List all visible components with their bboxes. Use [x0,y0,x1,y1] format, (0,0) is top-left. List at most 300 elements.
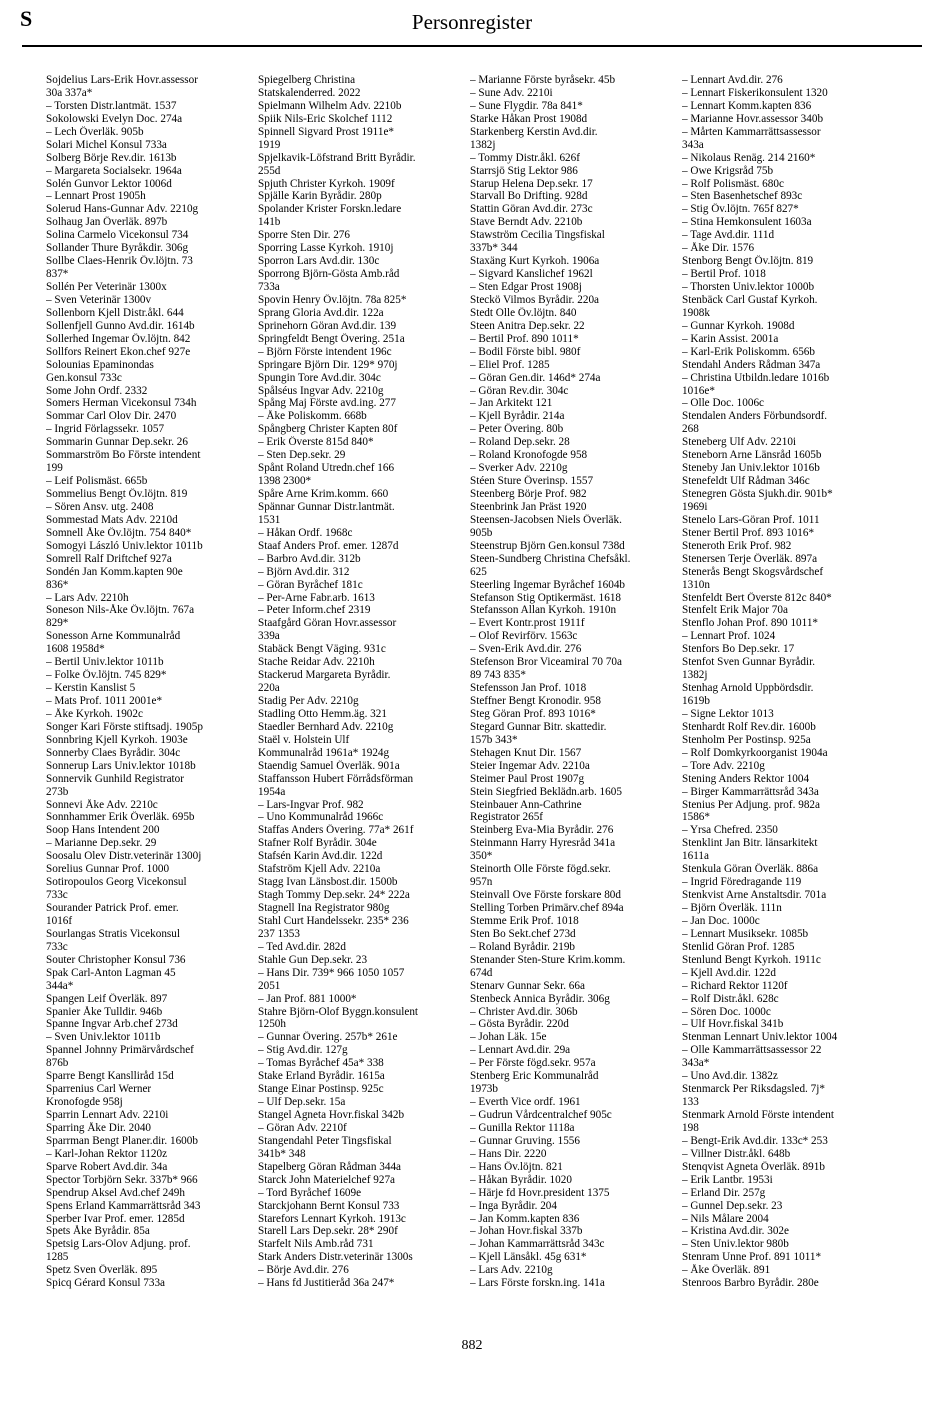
register-entry: – Karl-Johan Rektor 1120z [46,1147,168,1160]
register-entry: Stefensson Jan Prof. 1018 [470,682,587,695]
page-number: 882 [461,1338,483,1353]
register-entry: – Richard Rektor 1120f [682,979,788,992]
register-entry: 89 743 835* [470,669,526,682]
register-entry: Spovin Henry Öv.löjtn. 78a 825* [258,293,407,306]
register-entry: Sperber Ivar Prof. emer. 1285d [46,1212,185,1225]
register-entry: Sonnevi Åke Adv. 2210c [46,798,158,811]
register-entry: – Olle Doc. 1006c [682,397,765,410]
register-entry: Stadig Per Adv. 2210g [258,695,359,707]
register-entry: – Johan Läk. 15e [470,1031,547,1044]
register-entry: Sonnerby Claes Byrådir. 304c [46,746,181,759]
register-entry: – Björn Avd.dir. 312 [258,565,350,578]
register-entry: Spång Maj Förste avd.ing. 277 [258,397,396,410]
register-entry: – Rolf Domkyrkoorganist 1904a [682,746,828,759]
register-entry: – Gunnel Dep.sekr. 23 [682,1199,783,1212]
register-entry: 905b [470,526,493,539]
register-entry: Springfeldt Bengt Övering. 251a [258,332,405,345]
register-entry: – Erik Lantbr. 1953i [682,1173,773,1186]
register-entry: Stenbeck Annica Byrådir. 306g [470,992,610,1005]
register-entry: – Hans Dir. 2220 [470,1147,547,1160]
register-entry: – Sune Flygdir. 78a 841* [470,99,583,112]
register-entry: – Everth Vice ordf. 1961 [470,1096,581,1109]
register-entry: Stenlid Göran Prof. 1285 [682,940,795,953]
register-entry: – Tore Adv. 2210g [682,759,765,772]
register-entry: – Sören Doc. 1000c [682,1005,771,1018]
register-entry: Stabäck Bengt Väging. 931c [258,643,386,656]
register-entry: Steinmann Harry Hyresråd 341a [470,837,616,850]
header-rule [22,45,922,47]
register-entry: Somnell Åke Öv.löjtn. 754 840* [46,526,192,539]
register-entry: Steerling Ingemar Byråchef 1604b [470,578,626,591]
register-entry: Sporre Sten Dir. 276 [258,229,350,242]
register-entry: 1973b [470,1083,498,1096]
register-entry: 1531 [258,513,281,526]
register-entry: – Börje Avd.dir. 276 [258,1264,349,1277]
register-entry: Stenmarck Per Riksdagsled. 7j* [682,1083,825,1096]
register-entry: Starkenberg Kerstin Avd.dir. [470,125,598,138]
register-entry: – Bertil Prof. 1018 [682,268,766,281]
register-entry: Solari Michel Konsul 733a [46,138,167,151]
register-entry: – Johan Kammarrättsråd 343c [470,1238,605,1251]
register-entry: Staaf Anders Prof. emer. 1287d [258,539,399,552]
register-entry: Sparrman Bengt Planer.dir. 1600b [46,1134,198,1147]
register-entry: Sollenfjell Gunno Avd.dir. 1614b [46,319,195,332]
register-entry: 733c [46,889,68,902]
register-entry: 220a [258,682,280,695]
register-entry: Stafsén Karin Avd.dir. 122d [258,850,383,863]
register-entry: Starrsjö Stig Lektor 986 [470,164,578,177]
register-entry: – Lennart Musiksekr. 1085b [682,927,809,940]
register-entry: – Thorsten Univ.lektor 1000b [682,281,815,293]
register-entry: – Göran Byråchef 181c [258,578,363,591]
register-entry: – Åke Dir. 1576 [682,242,755,255]
register-entry: Solerud Hans-Gunnar Adv. 2210g [46,203,199,216]
register-entry: 141b [258,216,281,229]
register-entry: Stefansson Allan Kyrkoh. 1910n [470,604,617,617]
register-entry: Spannel Johnny Primärvårdschef [46,1044,194,1057]
register-entry: Stangendahl Peter Tingsfiskal [258,1134,392,1147]
register-entry: Spålséus Ingvar Adv. 2210g [258,384,384,397]
register-entry: Sonnerup Lars Univ.lektor 1018b [46,759,196,772]
register-entry: – Sten Edgar Prost 1908j [470,281,582,293]
register-entry: – Christina Utbildn.ledare 1016b [682,371,830,384]
register-entry: – Ingrid Föredragande 119 [682,876,802,889]
register-entry: – Nils Målare 2004 [682,1212,769,1225]
register-entry: Somrell Ralf Driftchef 927a [46,552,172,565]
register-entry: – Signe Lektor 1013 [682,707,774,720]
register-entry: Stéen Sture Överinsp. 1557 [470,475,594,488]
register-entry: Stange Einar Postinsp. 925c [258,1083,384,1096]
register-entry: 1398 2300* [258,475,312,488]
register-entry: – Stig Avd.dir. 127g [258,1044,348,1057]
register-entry: Sprang Gloria Avd.dir. 122a [258,306,384,319]
register-entry: – Birger Kammarrättsråd 343a [682,785,819,798]
register-entry: Stagnell Ina Registrator 980g [258,902,390,914]
register-entry: Stein Siegfried Beklädn.arb. 1605 [470,785,622,798]
register-entry: – Leif Polismäst. 665b [46,475,148,488]
register-entry: Staffansson Hubert Förrådsförman [258,772,414,785]
register-entry: Stefanson Stig Optikermäst. 1618 [470,591,622,604]
register-entry: Sommelius Bengt Öv.löjtn. 819 [46,488,188,500]
register-entry: Sojdelius Lars-Erik Hovr.assessor [46,74,198,86]
register-entry: 733a [258,281,280,293]
register-entry: Stark Anders Distr.veterinär 1300s [258,1251,413,1264]
register-entry: – Johan Hovr.fiskal 337b [470,1225,583,1238]
register-entry: Stenborg Bengt Öv.löjtn. 819 [682,255,814,268]
register-entry: – Rolf Distr.åkl. 628c [682,992,779,1005]
register-entry: – Roland Kronofogde 958 [470,449,588,462]
register-entry: – Sten Univ.lektor 980b [682,1238,789,1251]
register-entry: – Håkan Byrådir. 1020 [470,1173,572,1186]
register-entry: Songer Kari Förste stiftsadj. 1905p [46,720,203,733]
register-entry: 957n [470,876,493,889]
register-entry: Steffner Bengt Kronodir. 958 [470,695,601,707]
register-entry: – Lennart Komm.kapten 836 [682,99,812,112]
register-entry: Stendahl Anders Rådman 347a [682,358,821,371]
register-entry: Steenstrup Björn Gen.konsul 738d [470,539,625,552]
register-entry: – Kristina Avd.dir. 302e [682,1225,789,1238]
register-entry: Steimer Paul Prost 1907g [470,772,585,785]
register-entry: Statskalenderred. 2022 [258,86,361,99]
register-entry: Steneberg Ulf Adv. 2210i [682,436,797,449]
register-entry: – Kjell Byrådir. 214a [470,410,565,423]
register-entry: Spielmann Wilhelm Adv. 2210b [258,99,402,112]
register-entry: 343a [682,138,704,151]
register-entry: Spetsig Lars-Olov Adjung. prof. [46,1238,191,1251]
register-entry: – Gösta Byrådir. 220d [470,1018,569,1031]
register-entry: Sparring Åke Dir. 2040 [46,1121,152,1134]
register-entry: – Tomas Byråchef 45a* 338 [258,1057,384,1070]
register-entry: Stenfeldt Bert Överste 812c 840* [682,591,832,604]
register-entry: – Sverker Adv. 2210g [470,462,568,475]
register-entry: Steier Ingemar Adv. 2210a [470,759,590,772]
register-entry: Springare Björn Dir. 129* 970j [258,358,398,371]
register-entry: 343a* [682,1057,710,1070]
register-entry: Spicq Gérard Konsul 733a [46,1277,165,1290]
register-entry: – Torsten Distr.lantmät. 1537 [46,99,177,112]
register-entry: – Tommy Distr.åkl. 626f [470,151,580,164]
register-entry: Soneson Nils-Åke Öv.löjtn. 767a [46,604,195,617]
register-entry: Spjälle Karin Byrådir. 280p [258,190,382,203]
register-entry: 829* [46,617,69,630]
register-entry: Starfelt Nils Amb.råd 731 [258,1238,374,1251]
register-entry: – Håkan Ordf. 1968c [258,526,353,539]
register-entry: Starke Håkan Prost 1908d [470,112,588,125]
register-entry: – Sven Univ.lektor 1011b [46,1031,161,1044]
register-entry: Sourander Patrick Prof. emer. [46,902,179,914]
register-entry: Sprinehorn Göran Avd.dir. 139 [258,319,397,332]
register-entry: – Lennart Avd.dir. 29a [470,1044,571,1057]
register-entry: – Roland Dep.sekr. 28 [470,436,570,449]
register-entry: Spector Torbjörn Sekr. 337b* 966 [46,1173,198,1186]
register-entry: 1310n [682,578,710,591]
register-entry: Sparve Robert Avd.dir. 34a [46,1160,168,1173]
register-entry: – Owe Krigsråd 75b [682,164,774,177]
register-entry: Sotiropoulos Georg Vicekonsul [46,876,187,889]
register-entry: Steg Göran Prof. 893 1016* [470,707,596,720]
register-entry: Sommar Carl Olov Dir. 2470 [46,410,177,423]
register-entry: Sporrong Björn-Gösta Amb.råd [258,268,400,281]
register-entry: Sonnhammer Erik Överläk. 695b [46,811,195,824]
register-entry: Staendig Samuel Överläk. 901a [258,759,400,772]
register-entry: 157b 343* [470,733,518,746]
register-entry: Stenberg Eric Kommunalråd [470,1070,599,1083]
register-entry: Starvall Bo Drifting. 928d [470,190,588,203]
register-entry: Stenarv Gunnar Sekr. 66a [470,979,585,992]
register-entry: Sollerhed Ingemar Öv.löjtn. 842 [46,332,191,345]
register-entry: Spjelkavik-Löfstrand Britt Byrådir. [258,151,416,164]
register-entry: Solén Gunvor Lektor 1006d [46,177,172,190]
register-entry: Stenholm Per Postinsp. 925a [682,733,811,746]
register-entry: Some John Ordf. 2332 [46,384,148,397]
register-entry: 1608 1958d* [46,643,105,656]
register-entry: – Gunnar Gruving. 1556 [470,1134,580,1147]
register-entry: – Peter Inform.chef 2319 [258,604,371,617]
register-entry: – Tage Avd.dir. 111d [682,229,775,242]
register-entry: Stenius Per Adjung. prof. 982a [682,798,820,811]
register-entry: – Margareta Socialsekr. 1964a [46,164,182,177]
register-entry: Sondén Jan Komm.kapten 90e [46,565,183,578]
register-entry: Steen-Sundberg Christina Chefsåkl. [470,552,631,565]
register-entry: Stenander Sten-Sture Krim.komm. [470,953,626,966]
register-entry: Sonnbring Kjell Kyrkoh. 1903e [46,733,188,746]
register-entry: Stegard Gunnar Bitr. skattedir. [470,720,607,733]
register-entry: – Inga Byrådir. 204 [470,1199,557,1212]
register-entry: – Bertil Prof. 890 1011* [470,332,579,345]
register-entry: Starefors Lennart Kyrkoh. 1913c [258,1212,406,1225]
register-entry: – Folke Öv.löjtn. 745 829* [46,669,167,682]
register-entry: Stagh Tommy Dep.sekr. 24* 222a [258,889,410,902]
register-entry: Sokolowski Evelyn Doc. 274a [46,112,183,125]
register-entry: – Lars Adv. 2210h [46,591,129,604]
register-entry: Stake Erland Byrådir. 1615a [258,1070,385,1083]
register-entry: Stackerud Margareta Byrådir. [258,669,391,682]
register-entry: – Hans Dir. 739* 966 1050 1057 [258,966,405,979]
register-entry: Stenhardt Rolf Rev.dir. 1600b [682,720,816,733]
register-entry: – Jan Prof. 881 1000* [258,992,357,1005]
register-entry: 836* [46,578,69,591]
register-entry: Stenfot Sven Gunnar Byrådir. [682,656,815,669]
register-entry: Stenerås Bengt Skogsvårdschef [682,565,824,578]
register-entry: Spjuth Christer Kyrkoh. 1909f [258,177,395,190]
register-entry: Stenfors Bo Dep.sekr. 17 [682,643,795,656]
register-entry: Stenefeldt Ulf Rådman 346c [682,475,810,488]
register-entry: 337b* 344 [470,242,518,255]
register-entry: – Marianne Förste byråsekr. 45b [470,74,616,86]
register-entry: 1586* [682,811,710,824]
register-entry: Staafgård Göran Hovr.assessor [258,617,397,630]
register-entry: – Uno Kommunalråd 1966c [258,811,384,824]
register-entry: – Lars Förste forskn.ing. 141a [470,1277,605,1290]
register-entry: – Sten Dep.sekr. 29 [258,449,346,462]
register-entry: – Lennart Prof. 1024 [682,630,776,643]
register-entry: – Uno Avd.dir. 1382z [682,1070,778,1083]
register-entry: Stahl Curt Handelssekr. 235* 236 [258,914,409,927]
register-entry: Stenroos Barbro Byrådir. 280e [682,1277,819,1290]
register-entry: – Gunilla Rektor 1118a [470,1121,575,1134]
register-entry: 268 [682,423,699,436]
register-entry: Stedt Olle Öv.löjtn. 840 [470,306,577,319]
register-entry: Spetz Sven Överläk. 895 [46,1264,158,1277]
register-entry: Stenersen Terje Överläk. 897a [682,552,818,565]
register-entry: Spets Åke Byrådir. 85a [46,1225,150,1238]
register-entry: – Mats Prof. 1011 2001e* [46,695,163,707]
register-entry: 1285 [46,1251,69,1264]
register-entry: Stening Anders Rektor 1004 [682,772,810,785]
register-entry: – Eliel Prof. 1285 [470,358,550,371]
register-entry: – Björn Överläk. 111n [682,902,782,914]
register-entry: Steneroth Erik Prof. 982 [682,539,792,552]
register-entry: – Jan Arkitekt 121 [470,397,553,410]
register-entry: Stenhag Arnold Uppbördsdir. [682,682,814,695]
register-entry: Sorelius Gunnar Prof. 1000 [46,863,170,876]
register-entry: – Olle Kammarrättsassessor 22 [682,1044,822,1057]
register-entry: Somers Herman Vicekonsul 734h [46,397,197,410]
register-entry: Starup Helena Dep.sekr. 17 [470,177,593,190]
register-entry: – Marianne Hovr.assessor 340b [682,112,824,125]
register-entry: Sollbe Claes-Henrik Öv.löjtn. 73 [46,255,193,268]
register-entry: – Mårten Kammarrättsassessor [682,125,821,138]
register-entry: – Ted Avd.dir. 282d [258,940,346,953]
register-entry: Stenlund Bengt Kyrkoh. 1911c [682,953,821,966]
register-entry: – Lennart Prost 1905h [46,190,146,203]
register-entry: – Sune Adv. 2210i [470,86,553,99]
register-entry: Spännar Gunnar Distr.lantmät. [258,500,395,513]
register-entry: Spak Carl-Anton Lagman 45 [46,966,176,979]
column-1 [46,74,256,1290]
register-entry: Soosalu Olev Distr.veterinär 1300j [46,850,202,863]
register-entry: Steinorth Olle Förste fögd.sekr. [470,863,611,876]
register-entry: – Tord Byråchef 1609e [258,1186,362,1199]
register-entry: Stenram Unne Prof. 891 1011* [682,1251,822,1264]
register-entry: 1969i [682,500,708,513]
register-entry: Stenmark Arnold Förste intendent [682,1109,834,1121]
register-entry: – Bodil Förste bibl. 980f [470,345,581,358]
register-entry: Starck John Materielchef 927a [258,1173,395,1186]
register-entry: – Gudrun Vårdcentralchef 905c [470,1109,612,1121]
register-entry: Stagg Ivan Länsbost.dir. 1500b [258,876,398,889]
register-entry: Staffas Anders Övering. 77a* 261f [258,824,414,837]
register-entry: – Sven-Erik Avd.dir. 276 [470,643,582,656]
register-entry: Sollfors Reinert Ekon.chef 927e [46,345,191,358]
register-entry: 1919 [258,138,281,151]
register-entry: – Sören Ansv. utg. 2408 [46,500,154,513]
register-entry: – Erik Överste 815d 840* [258,436,374,449]
register-entry: Stenkula Göran Överläk. 886a [682,863,819,876]
register-entry: – Olof Revirförv. 1563c [470,630,578,643]
register-entry: – Ulf Hovr.fiskal 341b [682,1018,784,1031]
register-entry: Staedler Bernhard Adv. 2210g [258,720,394,733]
register-entry: Spånt Roland Utredn.chef 166 [258,462,395,475]
register-entry: Spinnell Sigvard Prost 1911e* [258,125,395,138]
column-2 [258,74,468,1290]
register-entry: 199 [46,462,63,475]
register-entry: Sollén Per Veterinär 1300x [46,281,167,293]
register-entry: Spens Erland Kammarrättsråd 343 [46,1199,201,1212]
register-entry: – Lars Adv. 2210g [470,1264,553,1277]
register-entry: – Åke Överläk. 891 [682,1264,771,1277]
register-entry: Spanier Åke Tulldir. 946b [46,1005,163,1018]
column-3 [470,74,680,1290]
register-entry: Stave Berndt Adv. 2210b [470,216,583,229]
register-entry: 1908k [682,306,710,319]
register-entry: Sparrenius Carl Werner [46,1083,152,1096]
register-entry: Stapelberg Göran Rådman 344a [258,1160,402,1173]
register-entry: – Hans fd Justitieråd 36a 247* [258,1277,395,1290]
register-entry: Soop Hans Intendent 200 [46,824,160,837]
register-entry: – Bengt-Erik Avd.dir. 133c* 253 [682,1134,828,1147]
register-entry: – Björn Förste intendent 196c [258,345,392,358]
register-entry: Spanne Ingvar Arb.chef 273d [46,1018,178,1031]
register-entry: Sonnervik Gunhild Registrator [46,772,184,785]
register-entry: – Erland Dir. 257g [682,1186,766,1199]
register-entry: – Roland Byrådir. 219b [470,940,576,953]
register-entry: 255d [258,164,281,177]
register-entry: 1382j [682,669,708,682]
register-entry: 273b [46,785,69,798]
register-entry: – Kjell Länsåkl. 45g 631* [470,1251,587,1264]
register-entry: – Gunnar Kyrkoh. 1908d [682,319,795,332]
register-entry: Stenegren Gösta Sjukh.dir. 901b* [682,488,833,500]
register-entry: Starell Lars Dep.sekr. 28* 290f [258,1225,398,1238]
register-entry: Staël v. Holstein Ulf [258,733,350,746]
register-entry: – Åke Poliskomm. 668b [258,410,367,423]
register-entry: 837* [46,268,69,281]
register-entry: Stemme Erik Prof. 1018 [470,914,579,927]
register-entry: Spåre Arne Krim.komm. 660 [258,488,389,500]
register-entry: – Villner Distr.åkl. 648b [682,1147,791,1160]
register-entry: Spendrup Aksel Avd.chef 249h [46,1186,185,1199]
register-entry: – Per-Arne Fabr.arb. 1613 [258,591,375,604]
register-entry: Kronofogde 958j [46,1096,123,1109]
register-entry: 341b* 348 [258,1147,306,1160]
register-entry: Sten Bo Sekt.chef 273d [470,927,576,940]
register-entry: – Göran Gen.dir. 146d* 274a [470,371,601,384]
register-entry: – Sven Veterinär 1300v [46,293,152,306]
register-entry: – Åke Kyrkoh. 1902c [46,707,143,720]
register-entry: Sporron Lars Avd.dir. 130c [258,255,380,268]
register-entry: – Lennart Avd.dir. 276 [682,74,783,86]
register-entry: Staxäng Kurt Kyrkoh. 1906a [470,255,600,268]
register-entry: 733c [46,940,68,953]
register-entry: Sonesson Arne Kommunalråd [46,630,181,643]
register-entry: Steckö Vilmos Byrådir. 220a [470,293,600,306]
register-entry: – Lennart Fiskerikonsulent 1320 [682,86,828,99]
register-entry: Spolander Krister Forskn.ledare [258,203,402,216]
register-entry: – Lars-Ingvar Prof. 982 [258,798,364,811]
register-entry: Somogyi László Univ.lektor 1011b [46,539,203,552]
register-entry: 198 [682,1121,699,1134]
register-entry: 237 1353 [258,927,300,940]
register-entry: Stefenson Bror Viceamiral 70 70a [470,656,622,669]
register-entry: – Lech Överläk. 905b [46,125,144,138]
register-entry: Stangel Agneta Hovr.fiskal 342b [258,1109,405,1121]
register-entry: Stahle Gun Dep.sekr. 23 [258,953,368,966]
register-entry: Spiik Nils-Eric Skolchef 1112 [258,112,393,125]
register-entry: – Bertil Univ.lektor 1011b [46,656,164,669]
page-title: Personregister [411,10,533,34]
register-entry: – Sten Basenhetschef 893c [682,190,803,203]
register-entry: 1016f [46,914,73,927]
register-entry: Steneby Jan Univ.lektor 1016b [682,462,820,475]
register-entry: Spungin Tore Avd.dir. 304c [258,371,381,384]
register-entry: – Yrsa Chefred. 2350 [682,824,778,837]
register-entry: Stahre Björn-Olof Byggn.konsulent [258,1005,419,1018]
register-entry: 1250h [258,1018,286,1031]
register-entry: Sporring Lasse Kyrkoh. 1910j [258,242,394,255]
register-entry: Stenklint Jan Bitr. länsarkitekt [682,837,818,850]
register-entry: Stehagen Knut Dir. 1567 [470,746,582,759]
